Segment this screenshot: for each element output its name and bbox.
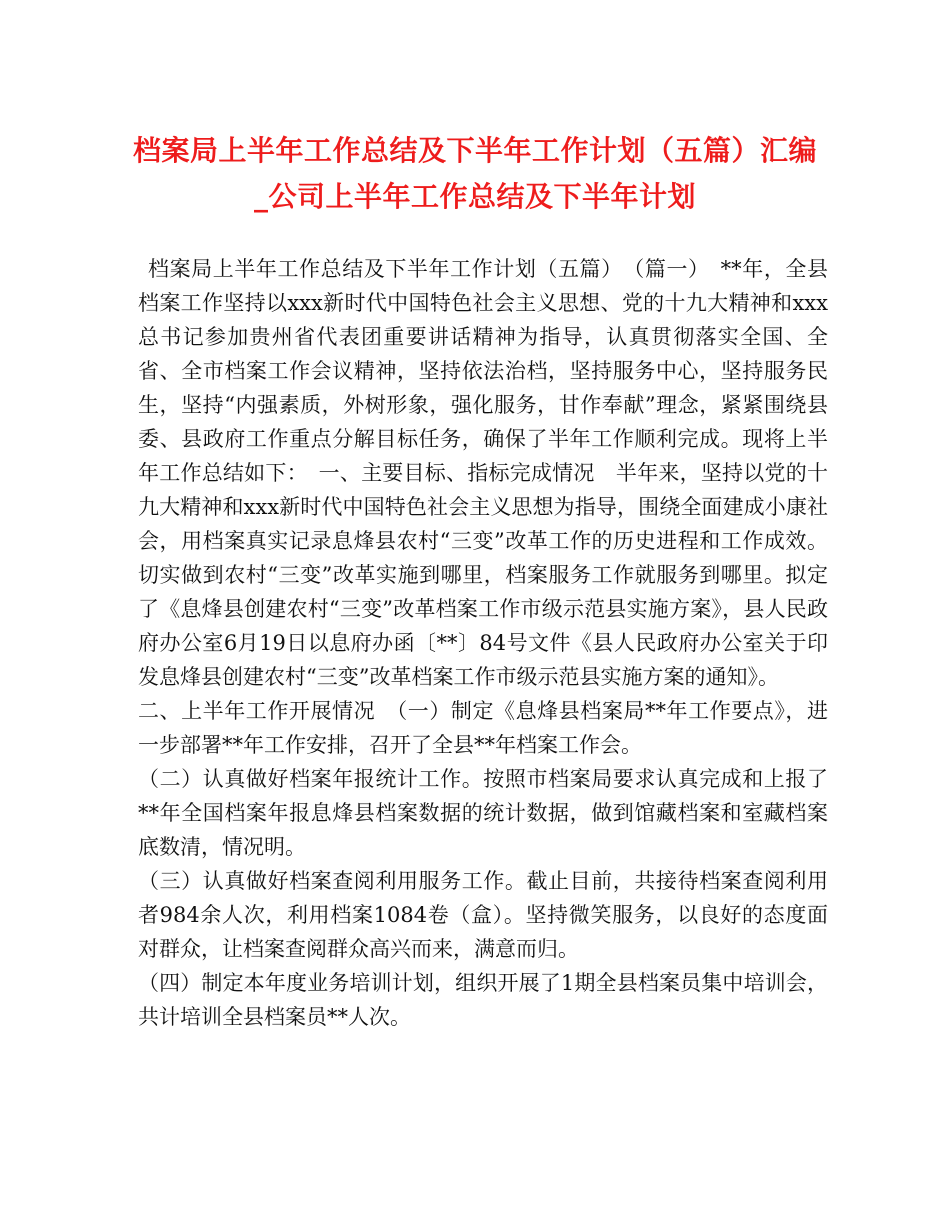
- title-line-1: 档案局上半年工作总结及下半年工作计划（五篇）汇编: [132, 134, 817, 167]
- paragraph-item-4: （四）制定本年度业务培训计划，组织开展了1期全县档案员集中培训会，共计培训全县档案员**人次。: [138, 971, 828, 1029]
- paragraph-item-2: （二）认真做好档案年报统计工作。按照市档案局要求认真完成和上报了**年全国档案年报息烽县档案数据的统计数据，做到馆藏档案和室藏档案底数清，情况明。: [138, 767, 828, 859]
- paragraph-section-2: 二、上半年工作开展情况 （一）制定《息烽县档案局**年工作要点》，进一步部署**年工作安排，召开了全县**年档案工作会。: [138, 699, 828, 757]
- document-title: [120, 128, 830, 220]
- title-line-2: _公司上半年工作总结及下半年计划: [253, 180, 696, 213]
- paragraph-item-3: （三）认真做好档案查阅利用服务工作。截止目前，共接待档案查阅利用者984余人次，利用档案1084卷（盒）。坚持微笑服务，以良好的态度面对群众，让档案查阅群众高兴而来，满意而归。: [138, 869, 828, 961]
- paragraph-intro: 档案局上半年工作总结及下半年工作计划（五篇） （篇一） **年，全县档案工作坚持以xxx新时代中国特色社会主义思想、党的十九大精神和xxx总书记参加贵州省代表团重要讲话精神为指导，认真贯彻落实全国、全省、全市档案工作会议精神，坚持依法治档，坚持服务中心，坚持服务民生，坚持“内强素质，外树形象，强化服务，甘作奉献”理念，紧紧围绕县委、县政府工作重点分解目标任务，确保了半年工作顺利完成。现将上半年工作总结如下： 一、主要目标、指标完成情况 半年来，坚持以党的十九大精神和xxx新时代中国特色社会主义思想为指导，围绕全面建成小康社会，用档案真实记录息烽县农村“三变”改革工作的历史进程和工作成效。切实做到农村“三变”改革实施到哪里，档案服务工作就服务到哪里。拟定了《息烽县创建农村“三变”改革档案工作市级示范县实施方案》，县人民政府办公室6月19日以息府办函〔**〕84号文件《县人民政府办公室关于印发息烽县创建农村“三变”改革档案工作市级示范县实施方案的通知》。: [138, 257, 828, 689]
- document-body: [138, 252, 828, 1034]
